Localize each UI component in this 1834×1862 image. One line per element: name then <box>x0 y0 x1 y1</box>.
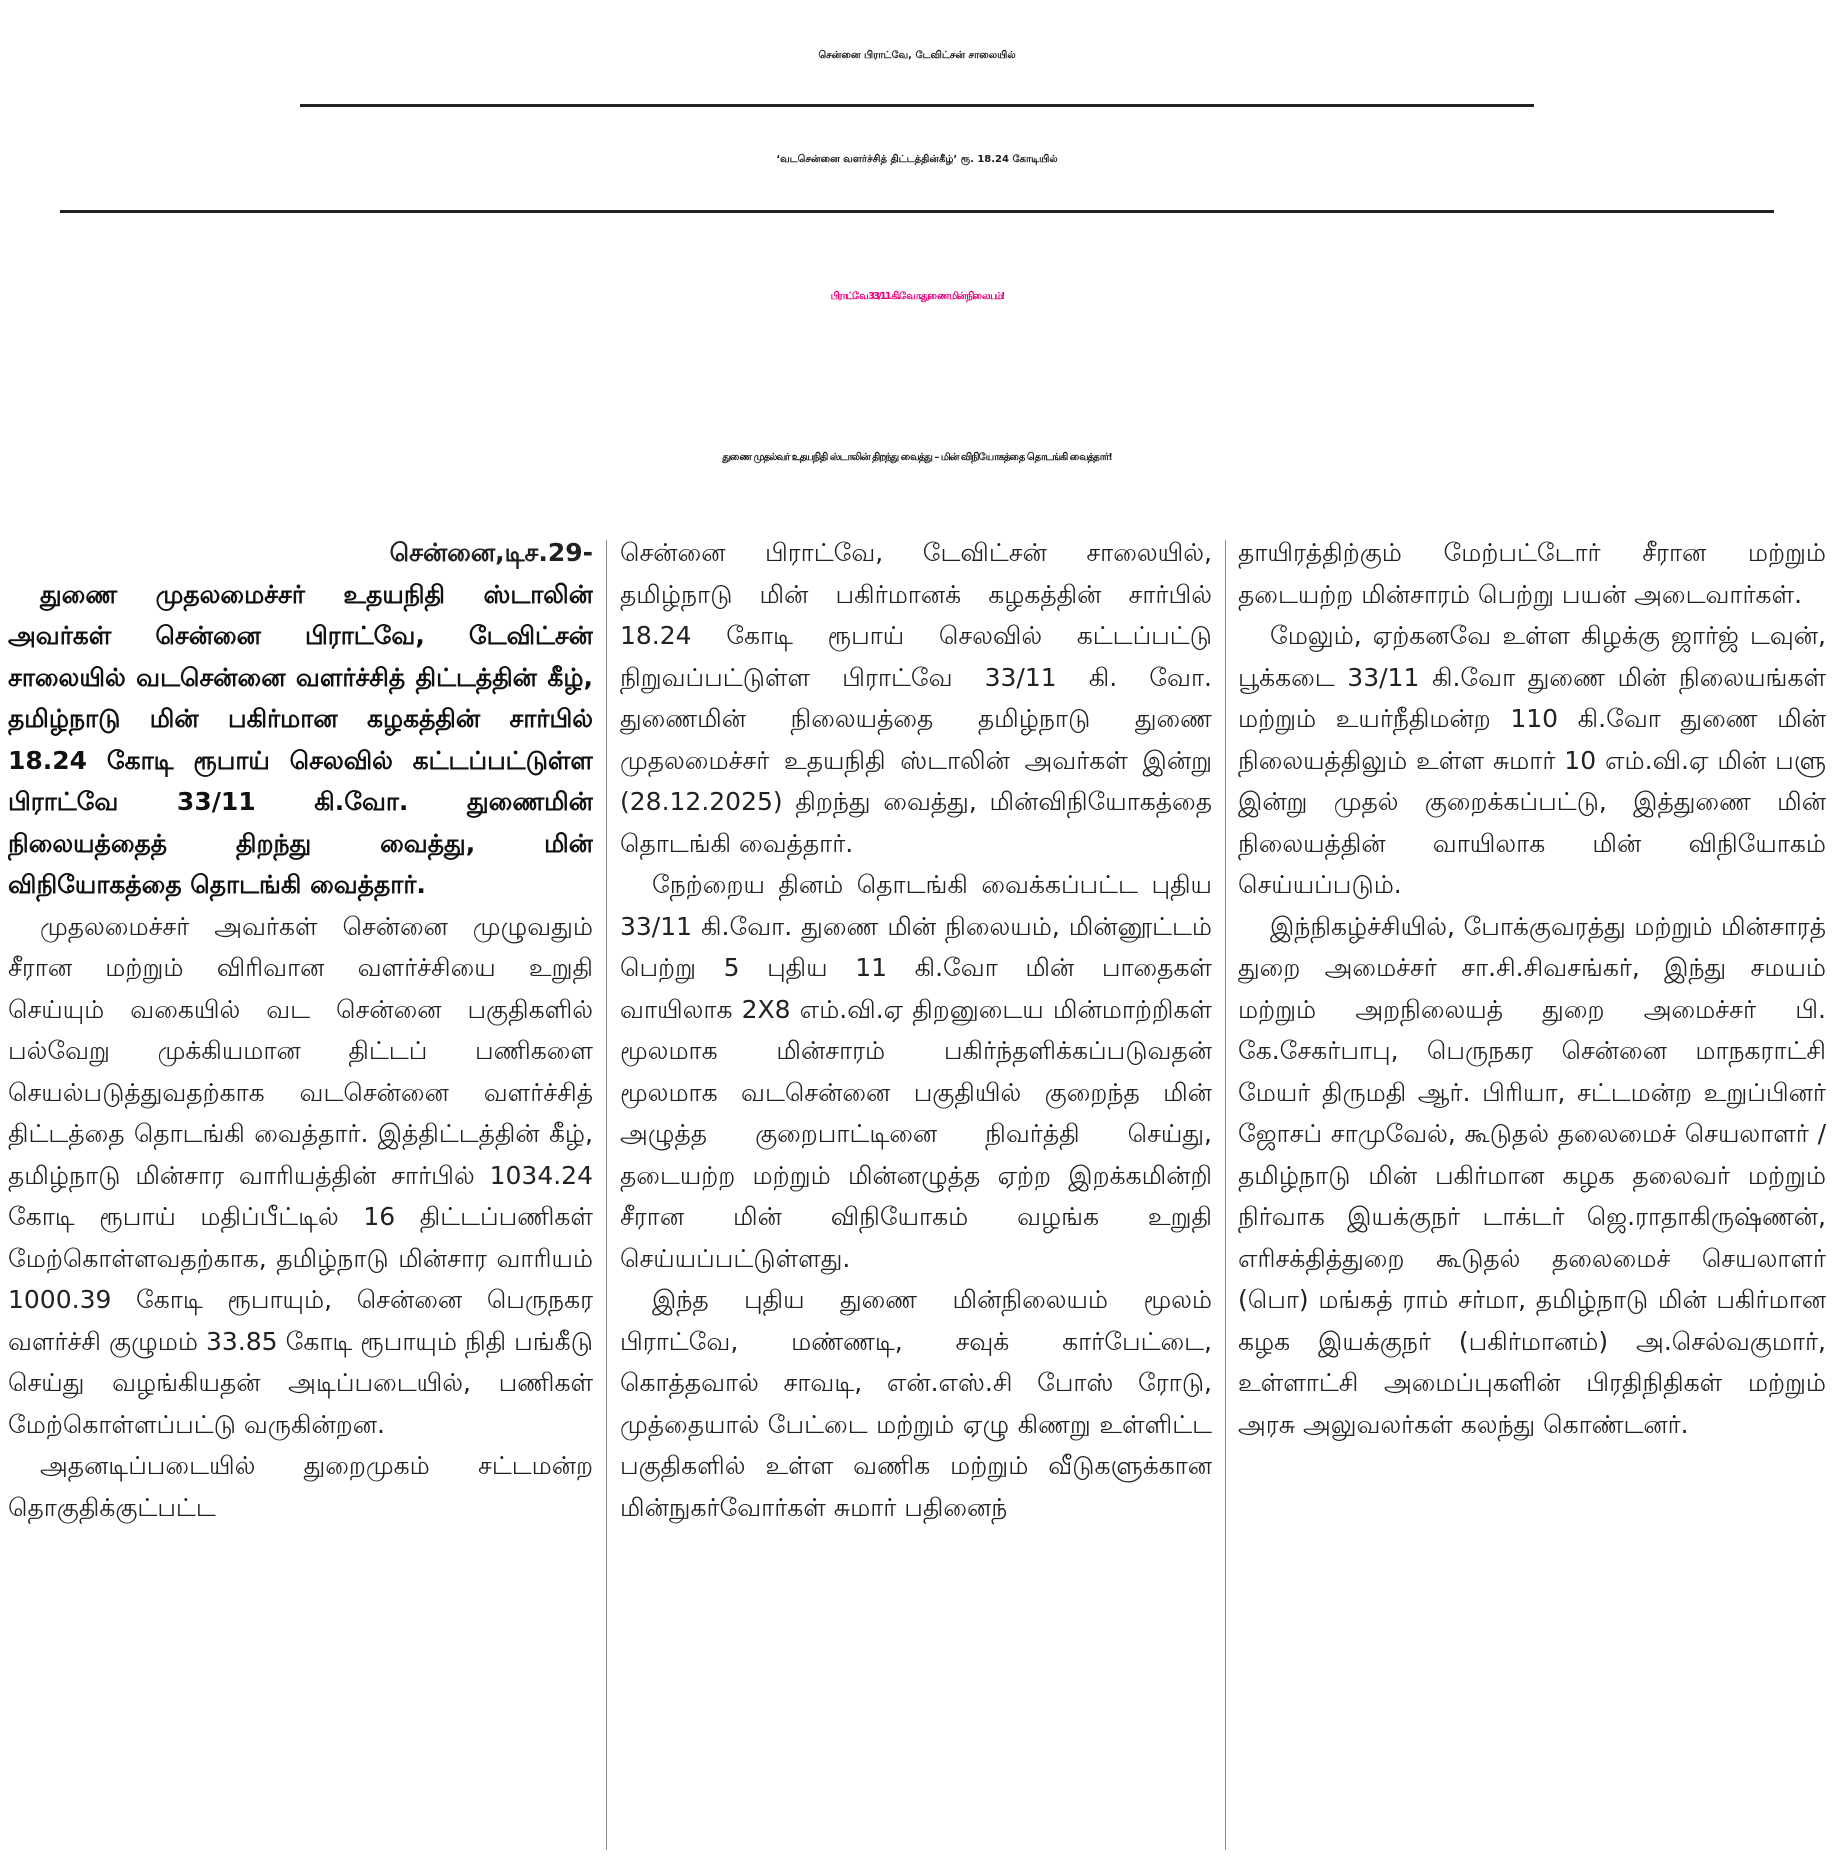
headline-line-2: ‘வடசென்னை வளர்ச்சித் திட்டத்தின்கீழ்’ ரூ. 18.24 கோடியில் <box>776 154 1058 165</box>
paragraph: இந்நிகழ்ச்சியில், போக்குவரத்து மற்றும் மின்சாரத் துறை அமைச்சர் சா.சி.சிவசங்கர், இந்து சமயம் மற்றும் அறநிலையத் துறை அமைச்சர் பி. கே.சேகர்பாபு, பெருநகர சென்னை மாநகராட்சி மேயர் திருமதி ஆர். பிரியா, சட்டமன்ற உறுப்பினர் ஜோசப் சாமுவேல், கூடுதல் தலைமைச் செயலாளர் /தமிழ்நாடு மின் பகிர்மான கழக தலைவர் மற்றும் நிர்வாக இயக்குநர் டாக்டர் ஜெ.ராதாகிருஷ்ணன், எரிசக்தித்துறை கூடுதல் தலைமைச் செயலாளர் (பொ) மங்கத் ராம் சர்மா, தமிழ்நாடு மின் பகிர்மான கழக இயக்குநர் (பகிர்மானம்) அ.செல்வகுமார், உள்ளாட்சி அமைப்புகளின் பிரதிநிதிகள் மற்றும் அரசு அலுவலர்கள் கலந்து கொண்டனர். <box>1238 911 1826 1439</box>
paragraph: இந்த புதிய துணை மின்நிலையம் மூலம் பிராட்வே, மண்ணடி, சவுக் கார்பேட்டை, கொத்தவால் சாவடி, என்.எஸ்.சி போஸ் ரோடு, முத்தையால் பேட்டை மற்றும் ஏழு கிணறு உள்ளிட்ட பகுதிகளில் உள்ள வணிக மற்றும் வீடுகளுக்கான மின்நுகர்வோர்கள் சுமார் பதினைந் <box>620 1285 1212 1522</box>
dateline: சென்னை,டிச.29- <box>389 538 593 567</box>
article-column-3 <box>1238 532 1826 1852</box>
headline-rule-top <box>300 104 1534 107</box>
paragraph: மேலும், ஏற்கனவே உள்ள கிழக்கு ஜார்ஜ் டவுன், பூக்கடை 33/11 கி.வோ துணை மின் நிலையங்கள் மற்றும் உயர்நீதிமன்ற 110 கி.வோ துணை மின் நிலையத்திலும் உள்ள சுமார் 10 எம்.வி.ஏ மின் பளு இன்று முதல் குறைக்கப்பட்டு, இத்துணை மின் நிலையத்தின் வாயிலாக மின் விநியோகம் செய்யப்படும். <box>1238 621 1826 899</box>
lead-paragraph: துணை முதலமைச்சர் உதயநிதி ஸ்டாலின் அவர்கள் சென்னை பிராட்வே, டேவிட்சன் சாலையில் வடசென்னை வளர்ச்சித் திட்டத்தின் கீழ், தமிழ்நாடு மின் பகிர்மான கழகத்தின் சார்பில் 18.24 கோடி ரூபாய் செலவில் கட்டப்பட்டுள்ள பிராட்வே 33/11 கி.வோ. துணைமின் நிலையத்தைத் திறந்து வைத்து, மின் விநியோகத்தை தொடங்கி வைத்தார். <box>8 579 593 899</box>
paragraph: அதனடிப்படையில் துறைமுகம் சட்டமன்ற தொகுதிக்குட்பட்ட <box>8 1451 593 1522</box>
sub-headline: துணை முதல்வர் உதயநிதி ஸ்டாலின் திறந்து வைத்து – மின் விநியோகத்தை தொடங்கி வைத்தார்! <box>722 452 1112 463</box>
paragraph: சென்னை பிராட்வே, டேவிட்சன் சாலையில், தமிழ்நாடு மின் பகிர்மானக் கழகத்தின் சார்பில் 18.24 கோடி ரூபாய் செலவில் கட்டப்பட்டு நிறுவப்பட்டுள்ள பிராட்வே 33/11 கி. வோ. துணைமின் நிலையத்தை தமிழ்நாடு துணை முதலமைச்சர் உதயநிதி ஸ்டாலின் அவர்கள் இன்று (28.12.2025) திறந்து வைத்து, மின்விநியோகத்தை தொடங்கி வைத்தார். <box>620 538 1212 858</box>
article-column-1 <box>8 532 593 1852</box>
headline-line-1: சென்னை பிராட்வே, டேவிட்சன் சாலையில் <box>818 50 1016 61</box>
paragraph: தாயிரத்திற்கும் மேற்பட்டோர் சீரான மற்றும் தடையற்ற மின்சாரம் பெற்று பயன் அடைவார்கள். <box>1238 538 1826 609</box>
main-headline: பிராட்வே 33/11 கி.வோ.துணை மின் நிலையம்! <box>830 291 1004 302</box>
paragraph: முதலமைச்சர் அவர்கள் சென்னை முழுவதும் சீரான மற்றும் விரிவான வளர்ச்சியை உறுதி செய்யும் வகையில் வட சென்னை பகுதிகளில் பல்வேறு முக்கியமான திட்டப் பணிகளை செயல்படுத்துவதற்காக வடசென்னை வளர்ச்சித் திட்டத்தை தொடங்கி வைத்தார். இத்திட்டத்தின் கீழ், தமிழ்நாடு மின்சார வாரியத்தின் சார்பில் 1034.24 கோடி ரூபாய் மதிப்பீட்டில் 16 திட்டப்பணிகள் மேற்கொள்ளவதற்காக, தமிழ்நாடு மின்சார வாரியம் 1000.39 கோடி ரூபாயும், சென்னை பெருநகர வளர்ச்சி குழுமம் 33.85 கோடி ரூபாயும் நிதி பங்கீடு செய்து வழங்கியதன் அடிப்படையில், பணிகள் மேற்கொள்ளப்பட்டு வருகின்றன. <box>8 911 593 1439</box>
headline-rule-bottom <box>60 210 1774 213</box>
paragraph: நேற்றைய தினம் தொடங்கி வைக்கப்பட்ட புதிய 33/11 கி.வோ. துணை மின் நிலையம், மின்னூட்டம் பெற்று 5 புதிய 11 கி.வோ மின் பாதைகள் வாயிலாக 2X8 எம்.வி.ஏ திறனுடைய மின்மாற்றிகள் மூலமாக மின்சாரம் பகிர்ந்தளிக்கப்படுவதன் மூலமாக வடசென்னை பகுதியில் குறைந்த மின் அழுத்த குறைபாட்டினை நிவர்த்தி செய்து, தடையற்ற மற்றும் மின்னழுத்த ஏற்ற இறக்கமின்றி சீரான மின் விநியோகம் வழங்க உறுதி செய்யப்பட்டுள்ளது. <box>620 870 1212 1273</box>
article-column-2 <box>620 532 1212 1852</box>
column-divider-2 <box>1225 540 1226 1850</box>
column-divider-1 <box>606 540 607 1850</box>
